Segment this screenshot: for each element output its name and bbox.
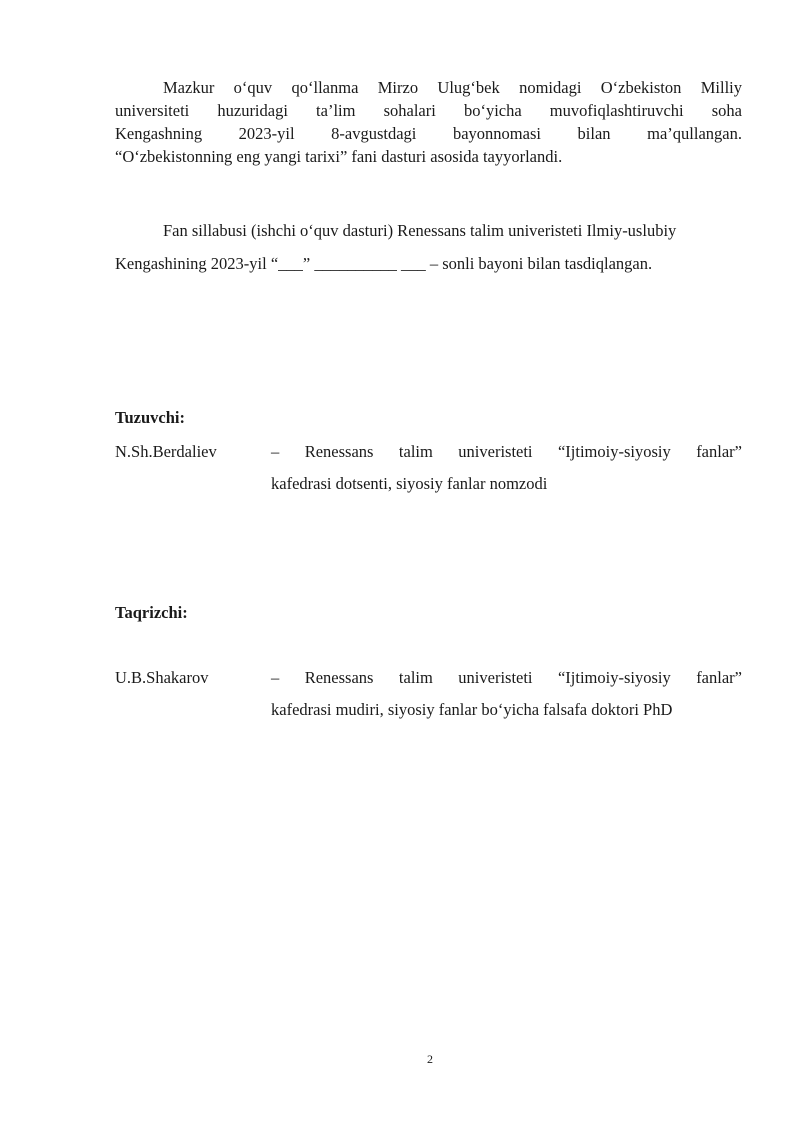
reviewer-heading: Taqrizchi: (115, 603, 188, 622)
page-number: 2 (427, 1052, 433, 1066)
author-desc-line-1: – Renessans talim univeristeti “Ijtimoiy-siyosiy fanlar” (271, 442, 742, 461)
author-desc-line-2: kafedrasi dotsenti, siyosiy fanlar nomzodi (271, 474, 548, 493)
reviewer-description (271, 662, 742, 726)
approval-line-4: “O‘zbekistonning eng yangi tarixi” fani dasturi asosida tayyorlandi. (115, 147, 563, 166)
reviewer-desc-line-1: – Renessans talim univeristeti “Ijtimoiy-siyosiy fanlar” (271, 668, 742, 687)
reviewer-name: U.B.Shakarov (115, 668, 209, 687)
approval-line-1: Mazkur o‘quv qo‘llanma Mirzo Ulug‘bek nomidagi O‘zbekiston Milliy (163, 78, 742, 97)
approval-line-3: Kengashning 2023-yil 8-avgustdagi bayonnomasi bilan ma’qullangan. (115, 124, 742, 143)
syllabus-line-2: Kengashining 2023-yil “___” __________ ___ – sonli bayoni bilan tasdiqlangan. (115, 254, 653, 273)
author-description (271, 436, 742, 500)
author-heading: Tuzuvchi: (115, 408, 185, 427)
author-name: N.Sh.Berdaliev (115, 442, 217, 461)
syllabus-paragraph (115, 214, 742, 280)
approval-paragraph (115, 76, 742, 168)
reviewer-desc-line-2: kafedrasi mudiri, siyosiy fanlar bo‘yicha falsafa doktori PhD (271, 700, 673, 719)
approval-line-2: universiteti huzuridagi ta’lim sohalari bo‘yicha muvofiqlashtiruvchi soha (115, 101, 742, 120)
syllabus-line-1: Fan sillabusi (ishchi o‘quv dasturi) Renessans talim univeristeti Ilmiy-uslubiy (163, 221, 677, 240)
